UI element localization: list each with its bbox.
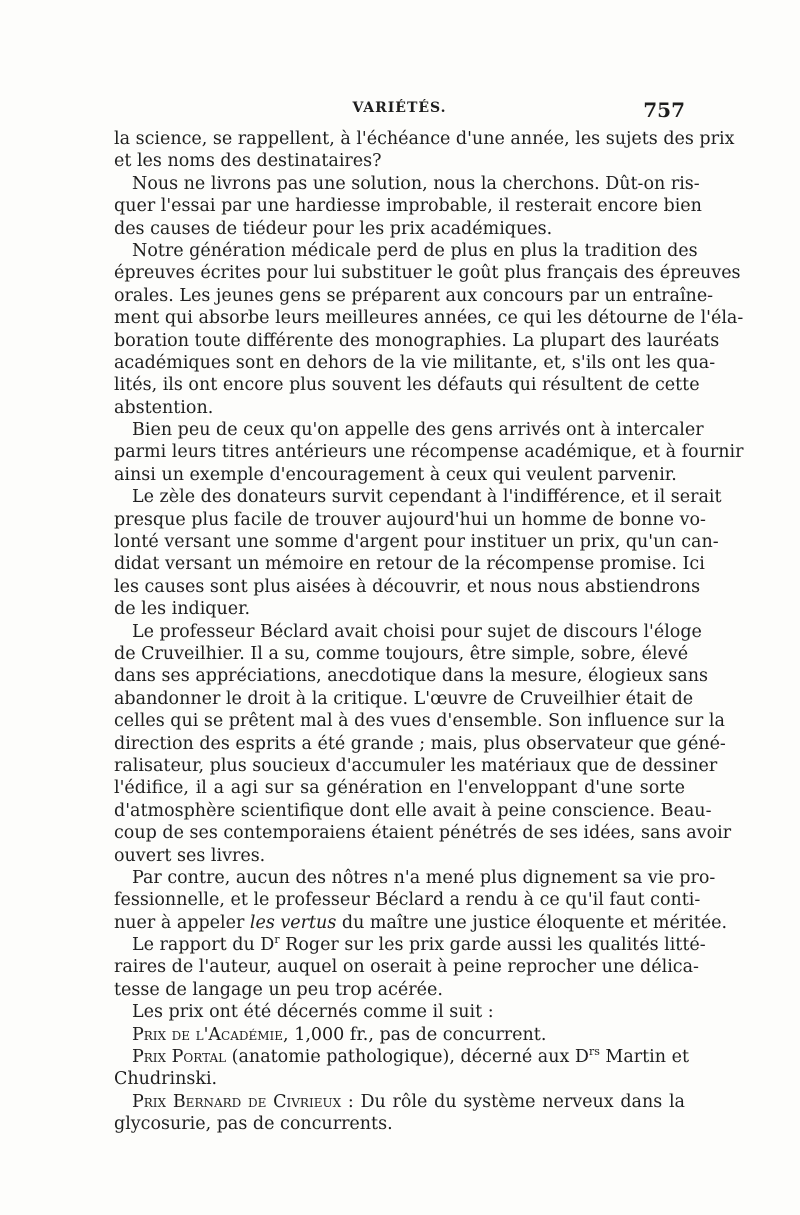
line-segment: nuer à appeler <box>114 912 245 933</box>
text-line: académiques sont en dehors de la vie militante, et, s'ils ont les qua- <box>114 352 716 373</box>
text-line: lonté versant une somme d'argent pour instituer un prix, qu'un can- <box>114 532 719 553</box>
text-line: direction des esprits a été grande ; mais, plus observateur que géné- <box>114 733 726 754</box>
text-line: et les noms des destinataires? <box>114 151 382 172</box>
text-line: Notre génération médicale perd de plus en plus la tradition des <box>132 240 698 261</box>
text-line: quer l'essai par une hardiesse improbable, il resterait encore bien <box>114 196 702 217</box>
text-line: Le zèle des donateurs survit cependant à l'indifférence, et il serait <box>132 487 722 508</box>
text-line: abandonner le droit à la critique. L'œuvre de Cruveilhier était de <box>114 688 694 709</box>
text-line: de Cruveilhier. Il a su, comme toujours, être simple, sobre, élevé <box>114 643 689 664</box>
text-line: boration toute différente des monographies. La plupart des lauréats <box>114 330 720 351</box>
text-line <box>114 912 728 934</box>
text-line: épreuves écrites pour lui substituer le goût plus français des épreuves <box>114 263 741 284</box>
page-number: 757 <box>643 98 685 122</box>
text-line: Le professeur Béclard avait choisi pour sujet de discours l'éloge <box>132 621 702 642</box>
prize-name: Prix Portal <box>132 1047 227 1068</box>
text-line: les causes sont plus aisées à découvrir, et nous nous abstiendrons <box>114 576 701 597</box>
text-line: l'édifice, il a agi sur sa génération en l'enveloppant d'une sorte <box>114 778 685 799</box>
text-line: celles qui se prêtent mal à des vues d'ensemble. Son influence sur la <box>114 711 725 732</box>
text-line: fessionnelle, et le professeur Béclard a rendu à ce qu'il faut conti- <box>114 890 701 911</box>
text-line: dans ses appréciations, anecdotique dans la mesure, élogieux sans <box>114 666 708 687</box>
text-line: didat versant un mémoire en retour de la récompense promise. Ici <box>114 554 705 575</box>
text-line: Par contre, aucun des nôtres n'a mené plus dignement sa vie pro- <box>132 867 716 888</box>
header-title: VARIÉTÉS. <box>352 100 447 116</box>
line-segment: Martin et <box>605 1047 689 1068</box>
text-body <box>114 128 744 1136</box>
running-header <box>114 98 685 122</box>
text-line: Les prix ont été décernés comme il suit : <box>132 1002 494 1023</box>
text-line: Bien peu de ceux qu'on appelle des gens arrivés ont à intercaler <box>132 420 704 441</box>
text-line: ouvert ses livres. <box>114 845 266 866</box>
text-line: des causes de tiédeur pour les prix académiques. <box>114 218 553 239</box>
text-line: coup de ses contemporaiens étaient pénétrés de ses idées, sans avoir <box>114 823 732 844</box>
line-segment: 1,000 fr., pas de concurrent. <box>294 1024 547 1045</box>
text-line: ralisateur, plus soucieux d'accumuler les matériaux que de dessiner <box>114 755 718 776</box>
superscript: rs <box>588 1045 600 1059</box>
text-line: la science, se rappellent, à l'échéance d'une année, les sujets des prix <box>114 129 735 149</box>
text-line: glycosurie, pas de concurrents. <box>114 1114 393 1135</box>
text-line: orales. Les jeunes gens se préparent aux concours par un entraîne- <box>114 285 714 306</box>
text-line: parmi leurs titres antérieurs une récompense académique, et à fournir <box>114 442 744 463</box>
text-line <box>114 1024 685 1046</box>
text-line: d'atmosphère scientifique dont elle avait à peine conscience. Beau- <box>114 800 712 821</box>
text-line: abstention. <box>114 397 214 418</box>
line-segment: du maître une justice éloquente et méritée. <box>341 912 728 933</box>
line-segment: Le rapport du D <box>132 935 275 956</box>
line-segment: Du rôle du système nerveux dans la <box>360 1091 685 1112</box>
text-line: raires de l'auteur, auquel on oserait à peine reprocher une délica- <box>114 957 699 978</box>
text-line <box>114 933 706 956</box>
text-line: ment qui absorbe leurs meilleures années, ce qui les détourne de l'éla- <box>114 308 744 329</box>
text-line <box>114 1091 685 1113</box>
text-line: Chudrinski. <box>114 1069 218 1090</box>
italic-phrase: les vertus <box>249 912 337 933</box>
prize-name: Prix Bernard de Civrieux : <box>132 1091 354 1112</box>
text-line: tesse de langage un peu trop acérée. <box>114 979 443 1000</box>
text-line: presque plus facile de trouver aujourd'hui un homme de bonne vo- <box>114 509 706 530</box>
text-line <box>114 1045 689 1068</box>
line-segment: Roger sur les prix garde aussi les qualités litté- <box>285 935 706 956</box>
line-segment: (anatomie pathologique), décerné aux D <box>231 1047 589 1068</box>
text-line: de les indiquer. <box>114 599 251 620</box>
text-line: Nous ne livrons pas une solution, nous la cherchons. Dût-on ris- <box>132 173 700 194</box>
prize-name: Prix de l'Académie, <box>132 1024 289 1045</box>
text-line: ainsi un exemple d'encouragement à ceux qui veulent parvenir. <box>114 464 677 485</box>
superscript: r <box>274 933 280 947</box>
text-line: lités, ils ont encore plus souvent les défauts qui résultent de cette <box>114 375 700 396</box>
